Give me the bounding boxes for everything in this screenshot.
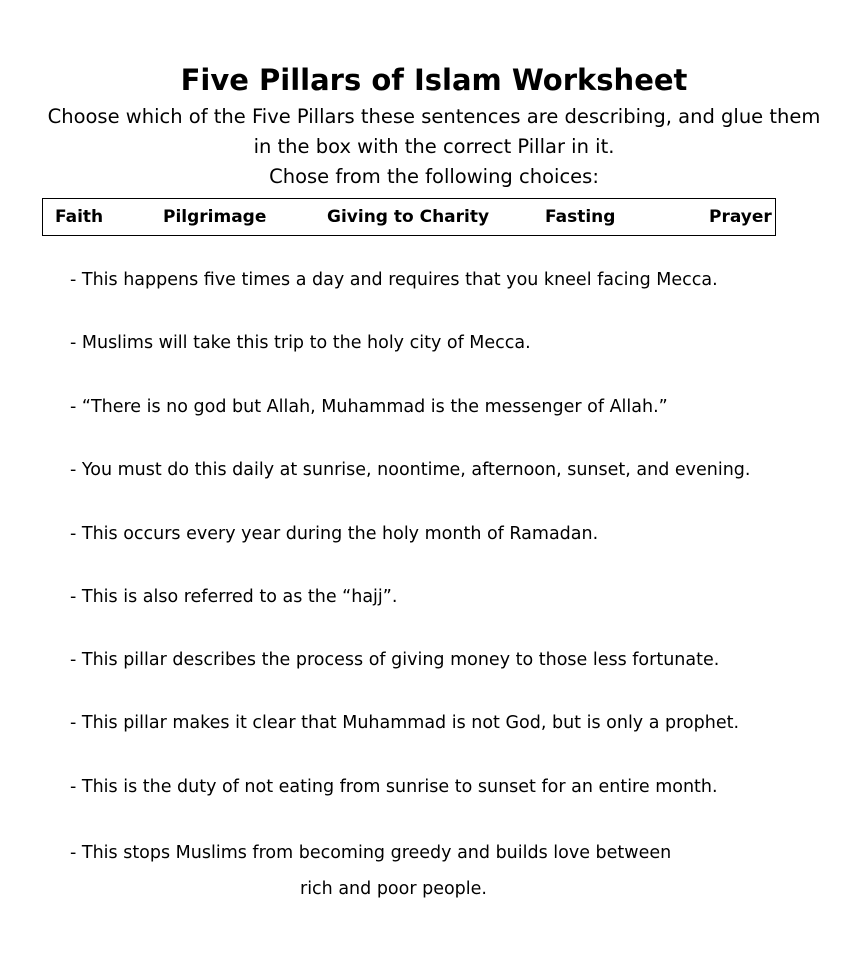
choice-faith: Faith <box>55 207 104 227</box>
instructions <box>14 102 854 192</box>
sentence-4: - You must do this daily at sunrise, noontime, afternoon, sunset, and evening. <box>70 460 751 480</box>
choice-pilgrimage: Pilgrimage <box>163 207 267 227</box>
sentence-5: - This occurs every year during the holy month of Ramadan. <box>70 524 599 544</box>
worksheet-title: Five Pillars of Islam Worksheet <box>180 63 688 97</box>
choice-prayer: Prayer <box>709 207 772 227</box>
instructions-line-2: in the box with the correct Pillar in it. <box>253 135 615 158</box>
choice-fasting: Fasting <box>545 207 616 227</box>
sentence-10: - This stops Muslims from becoming greedy and builds love between <box>70 843 672 863</box>
sentence-9: - This is the duty of not eating from sunrise to sunset for an entire month. <box>70 777 718 797</box>
sentence-2: - Muslims will take this trip to the holy city of Mecca. <box>70 333 531 353</box>
sentence-10-continuation: rich and poor people. <box>300 879 487 899</box>
sentence-1: - This happens five times a day and requires that you kneel facing Mecca. <box>70 270 718 290</box>
sentence-7: - This pillar describes the process of giving money to those less fortunate. <box>70 650 720 670</box>
sentence-8: - This pillar makes it clear that Muhammad is not God, but is only a prophet. <box>70 713 740 733</box>
choice-giving-to-charity: Giving to Charity <box>327 207 490 227</box>
choices-box <box>42 198 776 236</box>
instructions-line-1: Choose which of the Five Pillars these sentences are describing, and glue them <box>47 105 821 128</box>
instructions-line-3: Chose from the following choices: <box>269 165 599 188</box>
sentence-3: - “There is no god but Allah, Muhammad is the messenger of Allah.” <box>70 397 668 417</box>
sentence-6: - This is also referred to as the “hajj”. <box>70 587 398 607</box>
